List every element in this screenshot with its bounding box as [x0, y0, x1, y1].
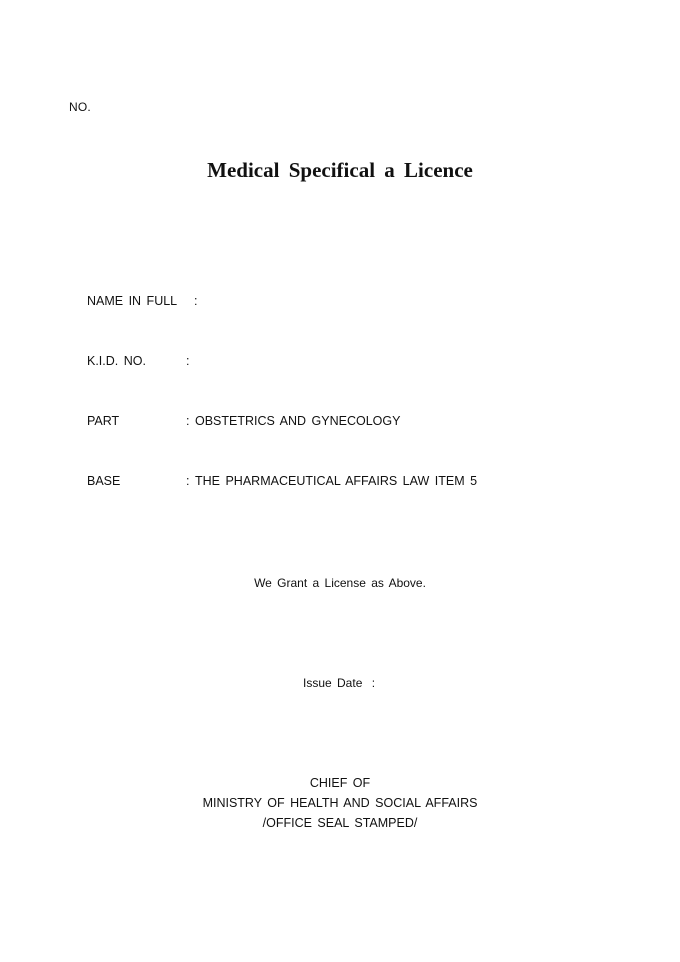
- authority-line-1: CHIEF OF: [309, 776, 371, 790]
- field-value-part: OBSTETRICS AND GYNECOLOGY: [195, 414, 401, 428]
- field-colon-part: :: [186, 414, 190, 428]
- grant-statement: We Grant a License as Above.: [254, 576, 426, 590]
- field-label-part: PART: [87, 414, 120, 428]
- document-number-label: NO.: [69, 100, 91, 114]
- field-value-base: THE PHARMACEUTICAL AFFAIRS LAW ITEM 5: [195, 474, 478, 488]
- field-label-kid-no: K.I.D. NO.: [87, 354, 146, 368]
- field-colon-kid-no: :: [186, 354, 190, 368]
- issue-date: [303, 676, 375, 690]
- field-colon-base: :: [186, 474, 190, 488]
- field-label-base: BASE: [87, 474, 121, 488]
- authority-line-2: MINISTRY OF HEALTH AND SOCIAL AFFAIRS: [202, 796, 478, 810]
- document-title: Medical Specifical a Licence: [207, 158, 473, 182]
- issue-date-colon: :: [371, 676, 376, 690]
- office-seal-note: /OFFICE SEAL STAMPED/: [262, 816, 418, 830]
- field-label-name: NAME IN FULL: [87, 294, 178, 308]
- issue-date-label: Issue Date: [303, 676, 363, 690]
- field-colon-name: :: [194, 294, 198, 308]
